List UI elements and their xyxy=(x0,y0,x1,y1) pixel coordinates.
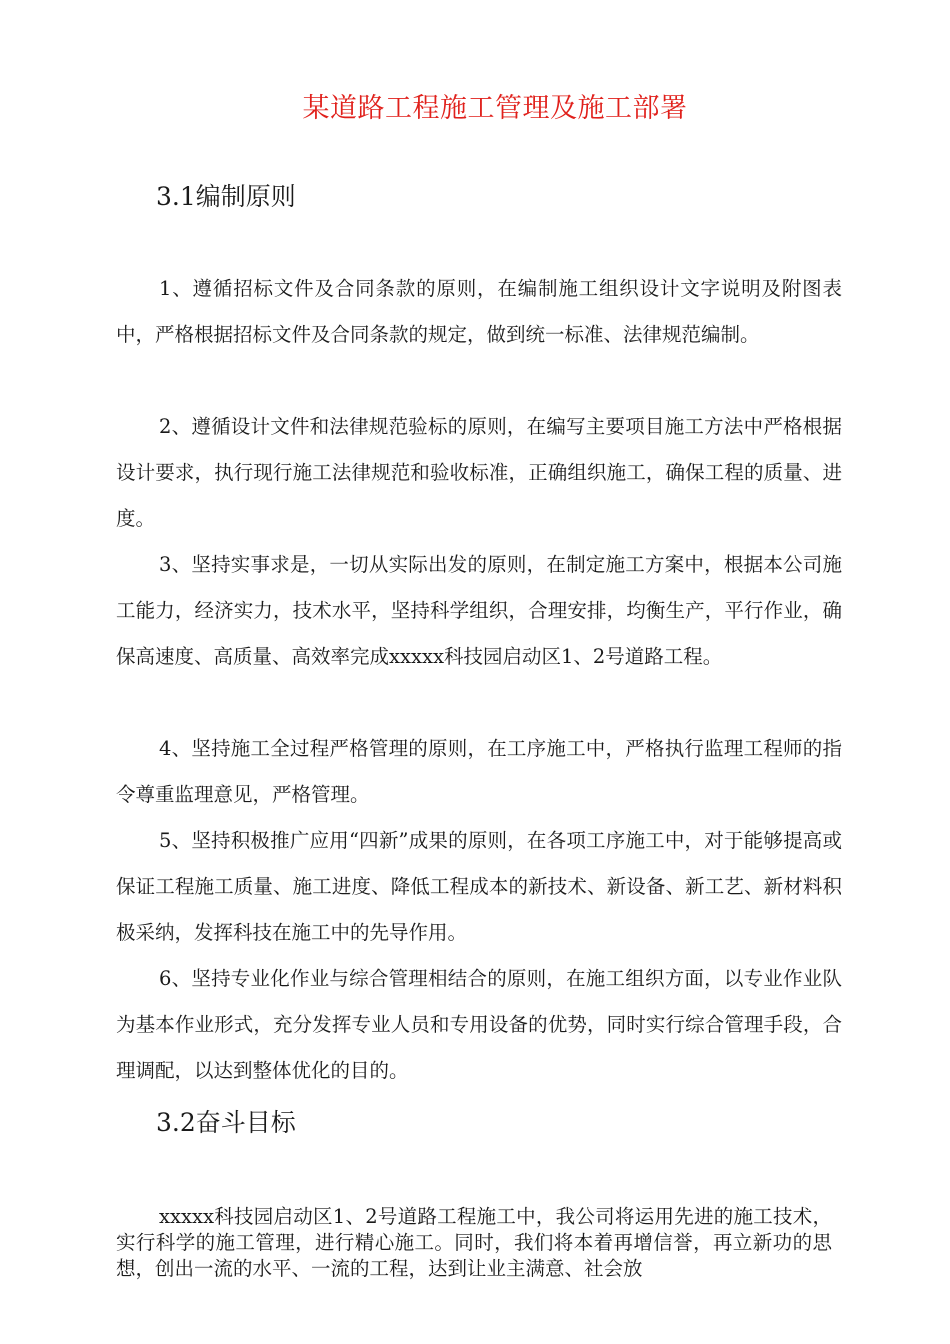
paragraph-principle-1: 1、遵循招标文件及合同条款的原则，在编制施工组织设计文字说明及附图表中，严格根据招标文件及合同条款的规定，做到统一标准、法律规范编制。 xyxy=(116,276,842,346)
paragraph-principle-3: 3、坚持实事求是，一切从实际出发的原则，在制定施工方案中，根据本公司施工能力，经济实力，技术水平，坚持科学组织，合理安排，均衡生产，平行作业，确保高速度、高质量、高效率完成xxxxx科技园启动区1、2号道路工程。 xyxy=(116,552,842,668)
document-title: 某道路工程施工管理及施工部署 xyxy=(302,93,688,124)
section-heading-3-1: 3.1编制原则 xyxy=(156,182,296,211)
paragraph-goal: xxxxx科技园启动区1、2号道路工程施工中，我公司将运用先进的施工技术，实行科学的施工管理，进行精心施工。同时，我们将本着再增信誉，再立新功的思想，创出一流的水平、一流的工程，达到让业主满意、社会放 xyxy=(116,1204,832,1280)
paragraph-principle-6: 6、坚持专业化作业与综合管理相结合的原则，在施工组织方面，以专业作业队为基本作业形式，充分发挥专业人员和专用设备的优势，同时实行综合管理手段，合理调配，以达到整体优化的目的。 xyxy=(116,966,842,1082)
paragraph-principle-4: 4、坚持施工全过程严格管理的原则，在工序施工中，严格执行监理工程师的指令尊重监理意见，严格管理。 xyxy=(116,736,842,806)
paragraph-principle-5: 5、坚持积极推广应用“四新”成果的原则，在各项工序施工中，对于能够提高或保证工程施工质量、施工进度、降低工程成本的新技术、新设备、新工艺、新材料积极采纳，发挥科技在施工中的先导作用。 xyxy=(116,828,842,944)
paragraph-principle-2: 2、遵循设计文件和法律规范验标的原则，在编写主要项目施工方法中严格根据设计要求，执行现行施工法律规范和验收标准，正确组织施工，确保工程的质量、进度。 xyxy=(116,414,842,530)
section-heading-3-2: 3.2奋斗目标 xyxy=(156,1108,296,1137)
